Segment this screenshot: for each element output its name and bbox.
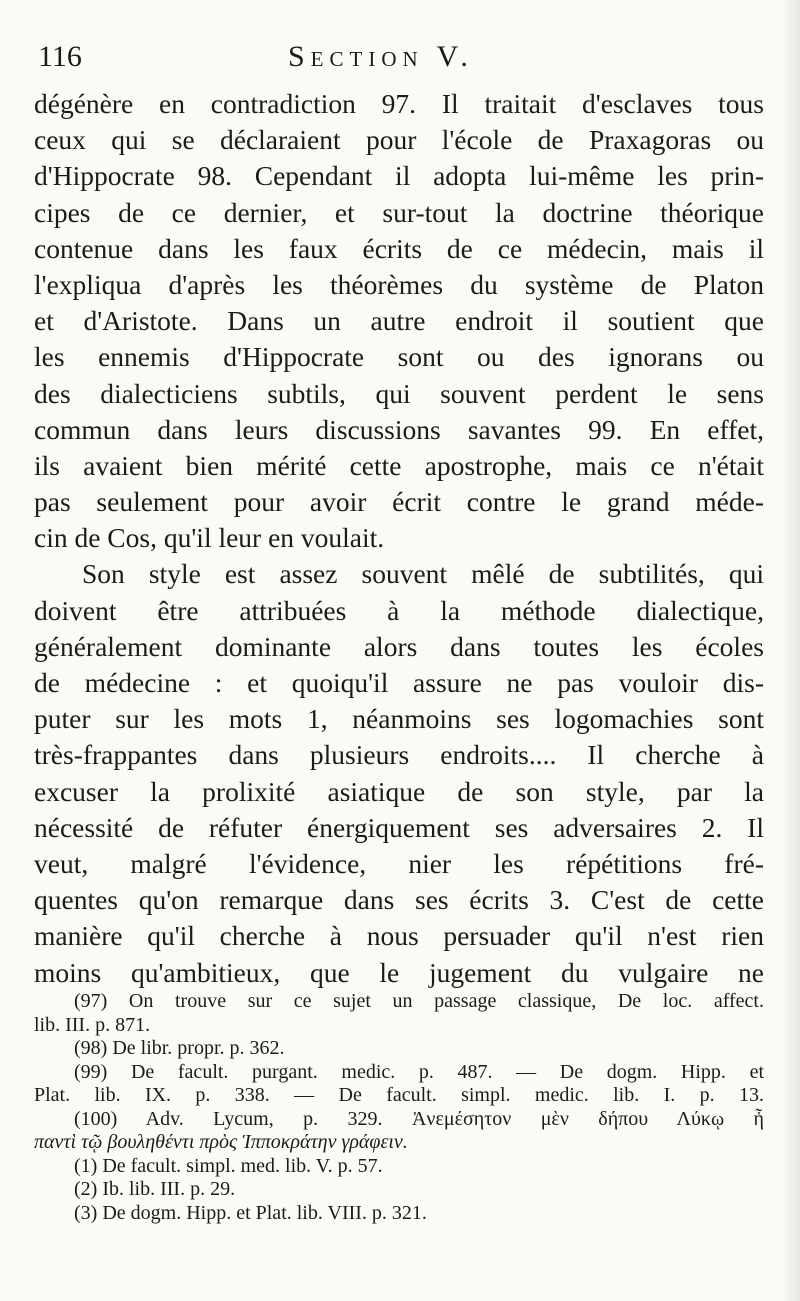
footnote-line: Plat. lib. IX. p. 338. — De facult. simpl. medic. lib. I. p. 13. <box>34 1084 764 1106</box>
text-line: manière qu'il cherche à nous persuader qu'il n'est rien <box>34 920 764 952</box>
page-number: 116 <box>38 40 82 73</box>
text-line: moins qu'ambitieux, que le jugement du vulgaire ne <box>34 956 764 988</box>
text-line: ils avaient bien mérité cette apostrophe, mais ce n'était <box>34 449 764 481</box>
text-line: les ennemis d'Hippocrate sont ou des ignorans ou <box>34 341 764 373</box>
text-line: et d'Aristote. Dans un autre endroit il soutient que <box>34 305 764 337</box>
text-line: dégénère en contradiction 97. Il traitait d'esclaves tous <box>34 88 764 119</box>
text-line: excuser la prolixité asiatique de son style, par la <box>34 775 764 807</box>
footnote-line: lib. III. p. 871. <box>34 1013 151 1036</box>
footnote-line: (97) On trouve sur ce sujet un passage classique, De loc. affect. <box>74 990 764 1012</box>
text-line: puter sur les mots 1, néanmoins ses logomachies sont <box>34 703 764 735</box>
page-header <box>38 40 764 80</box>
text-line: Son style est assez souvent mêlé de subtilités, qui <box>82 558 764 590</box>
footnote-line: (98) De libr. propr. p. 362. <box>74 1037 285 1059</box>
footnotes <box>34 990 764 1225</box>
footnote-line: παντὶ τῷ βουληθέντι πρὸς Ἱπποκράτην γράφειν. <box>34 1131 408 1153</box>
text-line: cin de Cos, qu'il leur en voulait. <box>34 522 385 554</box>
text-line: l'expliqua d'après les théorèmes du système de Platon <box>34 268 764 300</box>
main-text <box>34 86 764 991</box>
text-line: très-frappantes dans plusieurs endroits.... Il cherche à <box>34 739 764 771</box>
text-line: des dialecticiens subtils, qui souvent perdent le sens <box>34 377 764 409</box>
text-line: ceux qui se déclaraient pour l'école de Praxagoras ou <box>34 124 764 156</box>
footnote-line: (1) De facult. simpl. med. lib. V. p. 57. <box>74 1154 383 1177</box>
text-line: d'Hippocrate 98. Cependant il adopta lui-même les prin- <box>34 160 764 192</box>
text-line: doivent être attribuées à la méthode dialectique, <box>34 594 764 626</box>
footnote-line: (100) Adv. Lycum, p. 329. Ἀνεμέσητον μὲν δήπου Λύκῳ ἦ <box>74 1107 764 1130</box>
running-head: Section V. <box>288 40 474 73</box>
footnote-line: (2) Ib. lib. III. p. 29. <box>74 1178 236 1200</box>
text-line: nécessité de réfuter énergiquement ses adversaires 2. Il <box>34 811 764 843</box>
footnote-line: (99) De facult. purgant. medic. p. 487. — De dogm. Hipp. et <box>74 1060 764 1083</box>
text-line: cipes de ce dernier, et sur-tout la doctrine théorique <box>34 196 764 228</box>
text-line: contenue dans les faux écrits de ce médecin, mais il <box>34 232 764 264</box>
text-line: veut, malgré l'évidence, nier les répétitions fré- <box>34 847 764 879</box>
text-line: pas seulement pour avoir écrit contre le grand méde- <box>34 486 764 518</box>
page-edge-shadow <box>782 0 800 1301</box>
text-line: commun dans leurs discussions savantes 99. En effet, <box>34 413 764 445</box>
text-line: de médecine : et quoiqu'il assure ne pas vouloir dis- <box>34 667 764 698</box>
footnote-line: (3) De dogm. Hipp. et Plat. lib. VIII. p. 321. <box>74 1201 427 1224</box>
text-line: généralement dominante alors dans toutes les écoles <box>34 630 764 662</box>
text-line: quentes qu'on remarque dans ses écrits 3. C'est de cette <box>34 884 764 916</box>
